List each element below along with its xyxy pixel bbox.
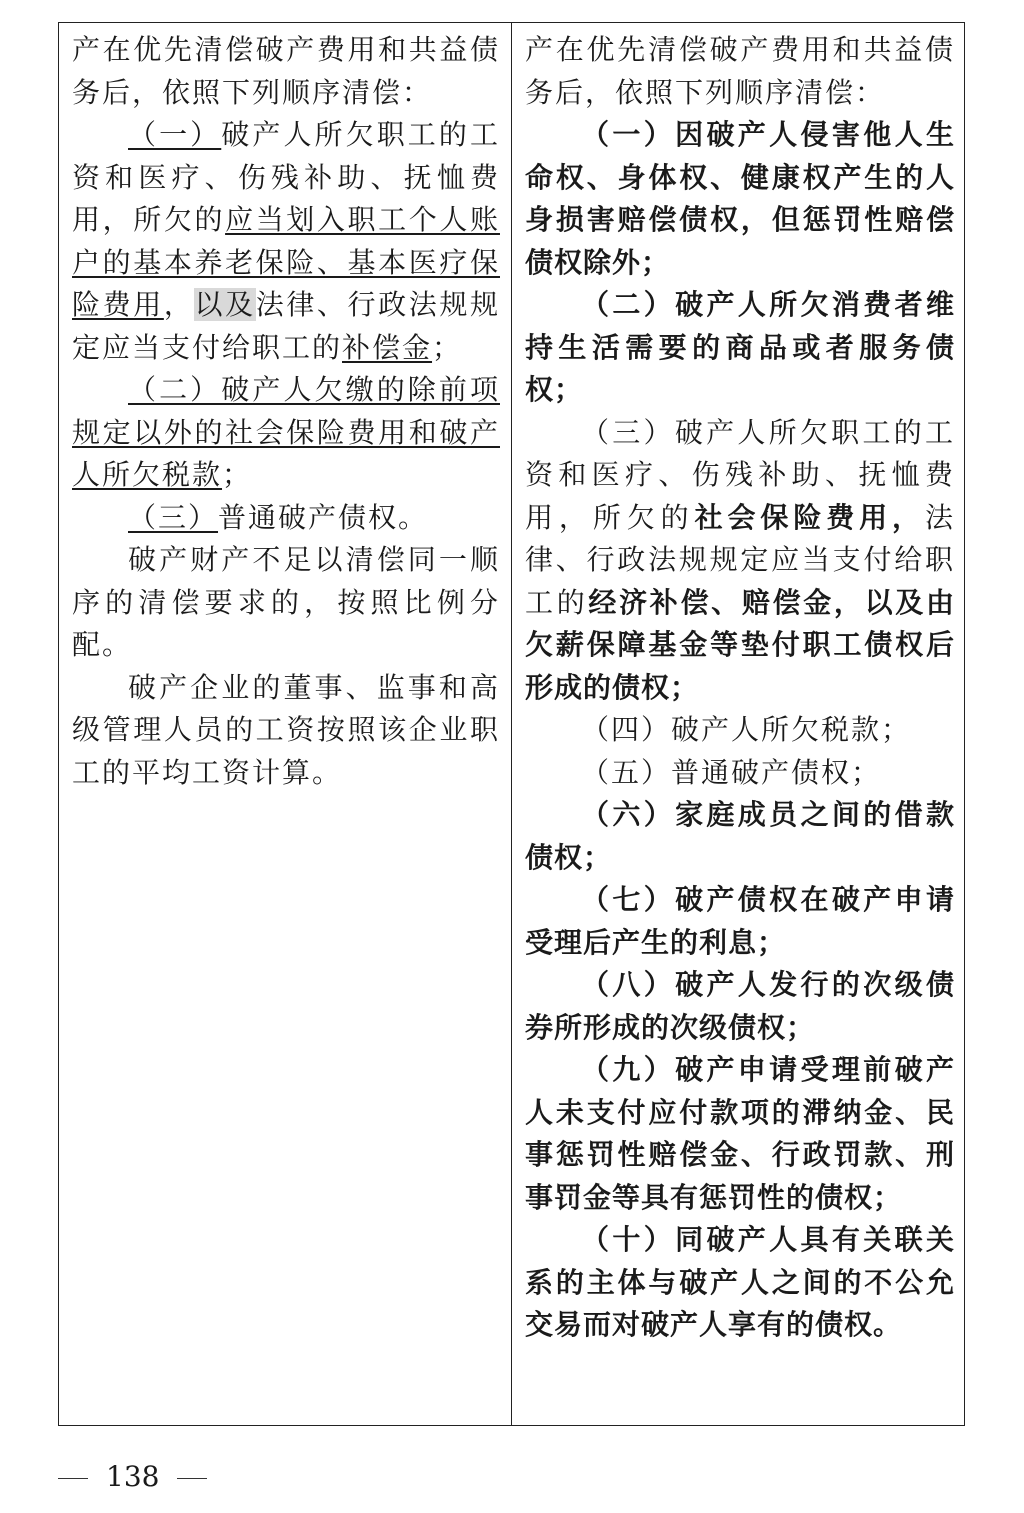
right-column-new-text <box>525 29 955 1347</box>
footer-dash-right <box>177 1478 207 1479</box>
page-footer <box>40 1460 225 1493</box>
page-number: 138 <box>106 1460 160 1493</box>
right-item-9: （九）破产申请受理前破产人未支付应付款项的滞纳金、民事惩罚性赔偿金、行政罚款、刑事罚金等具有惩罚性的债权； <box>525 1053 955 1214</box>
left-column-old-text <box>72 29 500 794</box>
left-item-1: （一）破产人所欠职工的工资和医疗、伤残补助、抚恤费用，所欠的应当划入职工个人账户的基本养老保险、基本医疗保险费用，以及法律、行政法规规定应当支付给职工的补偿金； <box>72 118 500 364</box>
right-item-2: （二）破产人所欠消费者维持生活需要的商品或者服务债权； <box>525 288 955 406</box>
column-divider <box>511 23 512 1425</box>
left-item-2: （二）破产人欠缴的除前项规定以外的社会保险费用和破产人所欠税款； <box>72 373 500 491</box>
right-item-8: （八）破产人发行的次级债券所形成的次级债权； <box>525 968 955 1044</box>
right-item-10: （十）同破产人具有关联关系的主体与破产人之间的不公允交易而对破产人享有的债权。 <box>525 1223 955 1341</box>
comparison-table <box>58 22 965 1426</box>
right-item-3: （三）破产人所欠职工的工资和医疗、伤残补助、抚恤费用，所欠的社会保险费用，法律、行政法规规定应当支付给职工的经济补偿、赔偿金，以及由欠薪保障基金等垫付职工债权后形成的债权； <box>525 415 955 704</box>
footer-dash-left <box>58 1478 88 1479</box>
right-item-5: （五）普通破产债权； <box>581 755 882 789</box>
right-item-6: （六）家庭成员之间的借款债权； <box>525 798 955 874</box>
left-item-3: （三）普通破产债权。 <box>128 500 429 534</box>
right-item-1: （一）因破产人侵害他人生命权、身体权、健康权产生的人身损害赔偿债权，但惩罚性赔偿债权除外； <box>525 118 955 279</box>
right-item-7: （七）破产债权在破产申请受理后产生的利息； <box>525 883 955 959</box>
right-intro: 产在优先清偿破产费用和共益债务后，依照下列顺序清偿： <box>525 33 955 109</box>
highlighted-text: 以及 <box>194 288 256 321</box>
right-item-4: （四）破产人所欠税款； <box>581 713 912 746</box>
left-intro: 产在优先清偿破产费用和共益债务后，依照下列顺序清偿： <box>72 33 500 109</box>
left-para-executives: 破产企业的董事、监事和高级管理人员的工资按照该企业职工的平均工资计算。 <box>72 670 500 789</box>
left-para-proportional: 破产财产不足以清偿同一顺序的清偿要求的，按照比例分配。 <box>72 543 500 661</box>
